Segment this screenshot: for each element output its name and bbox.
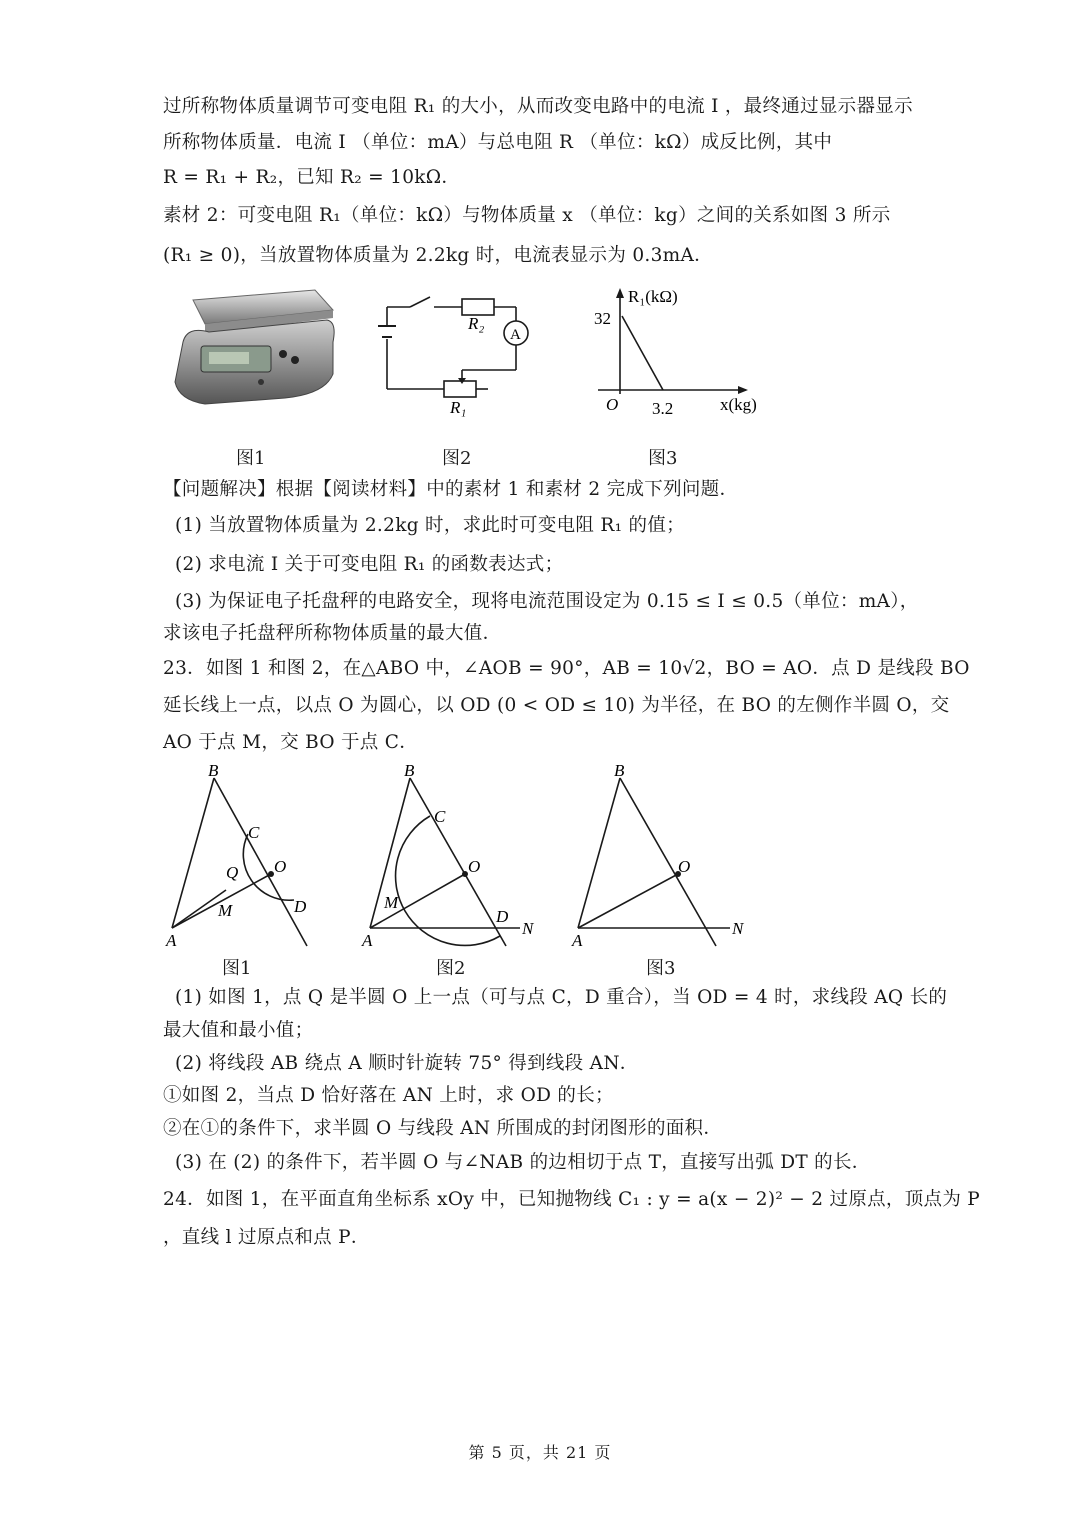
text-line: 24．如图 1，在平面直角坐标系 xOy 中，已知抛物线 C₁ : y = a(x − 2)² − 2 过原点，顶点为 P: [163, 1189, 981, 1210]
figure-geometry: [160, 760, 760, 960]
x-axis-arrow: [738, 386, 748, 394]
line-bod-1: [214, 778, 307, 946]
label-ammeter: A: [510, 327, 521, 343]
text-line: (R₁ ≥ 0)，当放置物体质量为 2.2kg 时，电流表显示为 0.3mA．: [163, 245, 713, 266]
origin-label: O: [606, 395, 619, 414]
caption-fig3: 图3: [648, 448, 678, 469]
caption-fig2: 图2: [442, 448, 472, 469]
caption-geo-fig3: 图3: [646, 958, 676, 979]
label-r1: R₁: [450, 398, 467, 417]
segment-ab-3: [578, 778, 620, 928]
x-axis-label: x(kg): [720, 395, 757, 414]
label-n: N: [732, 919, 744, 938]
text-line: ①如图 2，当点 D 恰好落在 AN 上时，求 OD 的长；: [163, 1085, 614, 1106]
label-d: D: [294, 897, 307, 916]
text-line: 过所称物体质量调节可变电阻 R₁ 的大小，从而改变电路中的电流 I ，最终通过显示器显示: [163, 96, 913, 117]
scale-button: [279, 350, 287, 358]
y-axis-label: R₁(kΩ): [628, 287, 678, 306]
text-line: (1) 如图 1，点 Q 是半圆 O 上一点（可与点 C，D 重合），当 OD = 4 时，求线段 AQ 长的: [175, 987, 948, 1008]
label-m: M: [218, 901, 233, 920]
x-value-label: 3.2: [652, 399, 674, 418]
text-line: ②在①的条件下，求半圆 O 与线段 AN 所围成的封闭图形的面积．: [163, 1118, 723, 1139]
line-bod-3: [620, 778, 716, 946]
text-line: (2) 将线段 AB 绕点 A 顺时针旋转 75° 得到线段 AN．: [175, 1053, 639, 1074]
label-d: D: [496, 907, 509, 926]
figure-circuit: [370, 285, 540, 420]
text-line: (2) 求电流 I 关于可变电阻 R₁ 的函数表达式；: [175, 554, 564, 575]
resistor-r1: [444, 381, 476, 397]
label-n: N: [522, 919, 534, 938]
caption-geo-fig1: 图1: [222, 958, 252, 979]
label-o: O: [678, 857, 691, 876]
text-line: 最大值和最小值；: [163, 1020, 314, 1041]
caption-geo-fig2: 图2: [436, 958, 466, 979]
label-o: O: [468, 857, 481, 876]
segment-ao-3: [578, 874, 678, 928]
scale-button: [291, 356, 299, 364]
segment-ab-1: [172, 778, 214, 928]
text-line: (1) 当放置物体质量为 2.2kg 时，求此时可变电阻 R₁ 的值；: [175, 515, 685, 536]
text-line: 【问题解决】根据【阅读材料】中的素材 1 和素材 2 完成下列问题．: [163, 479, 739, 500]
scale-display-digits: [209, 352, 249, 364]
label-c: C: [434, 807, 446, 826]
y-axis-arrow: [616, 288, 624, 298]
label-b: B: [404, 761, 415, 780]
label-a: A: [166, 931, 177, 950]
line-bod-2: [410, 778, 506, 946]
text-line: R = R₁ + R₂，已知 R₂ = 10kΩ．: [163, 167, 461, 188]
label-m: M: [384, 893, 399, 912]
resistor-r2: [462, 299, 494, 315]
page-footer: 第 5 页，共 21 页: [468, 1443, 612, 1462]
text-line: 素材 2：可变电阻 R₁（单位：kΩ）与物体质量 x （单位：kg）之间的关系如图 3 所示: [163, 205, 891, 226]
switch: [410, 297, 430, 307]
caption-fig1: 图1: [236, 448, 266, 469]
label-o: O: [274, 857, 287, 876]
label-b: B: [208, 761, 219, 780]
label-c: C: [248, 823, 260, 842]
text-line: 延长线上一点，以点 O 为圆心，以 OD (0 < OD ≤ 10) 为半径，在 BO 的左侧作半圆 O，交: [163, 695, 950, 716]
graph-line: [622, 316, 663, 390]
scale-button: [258, 379, 264, 385]
text-line: 求该电子托盘秤所称物体质量的最大值．: [163, 623, 502, 644]
y-value-label: 32: [594, 309, 611, 328]
label-b: B: [614, 761, 625, 780]
semicircle-2: [396, 816, 500, 945]
text-line: 所称物体质量．电流 I （单位：mA）与总电阻 R （单位：kΩ）成反比例，其中: [163, 132, 833, 153]
text-line: ，直线 l 过原点和点 P．: [163, 1227, 370, 1248]
label-q: Q: [226, 863, 239, 882]
figure-graph: [590, 282, 775, 422]
label-r2: R₂: [468, 314, 485, 333]
text-line: AO 于点 M，交 BO 于点 C．: [163, 732, 419, 753]
text-line: (3) 为保证电子托盘秤的电路安全，现将电流范围设定为 0.15 ≤ I ≤ 0.5（单位：mA），: [175, 591, 919, 612]
figure-scale: [165, 282, 340, 412]
text-line: (3) 在 (2) 的条件下，若半圆 O 与∠NAB 的边相切于点 T，直接写出弧 DT 的长．: [175, 1152, 871, 1173]
label-a: A: [572, 931, 583, 950]
text-line: 23．如图 1 和图 2，在△ABO 中，∠AOB = 90°，AB = 10√2，BO = AO．点 D 是线段 BO: [163, 658, 970, 679]
label-a: A: [362, 931, 373, 950]
